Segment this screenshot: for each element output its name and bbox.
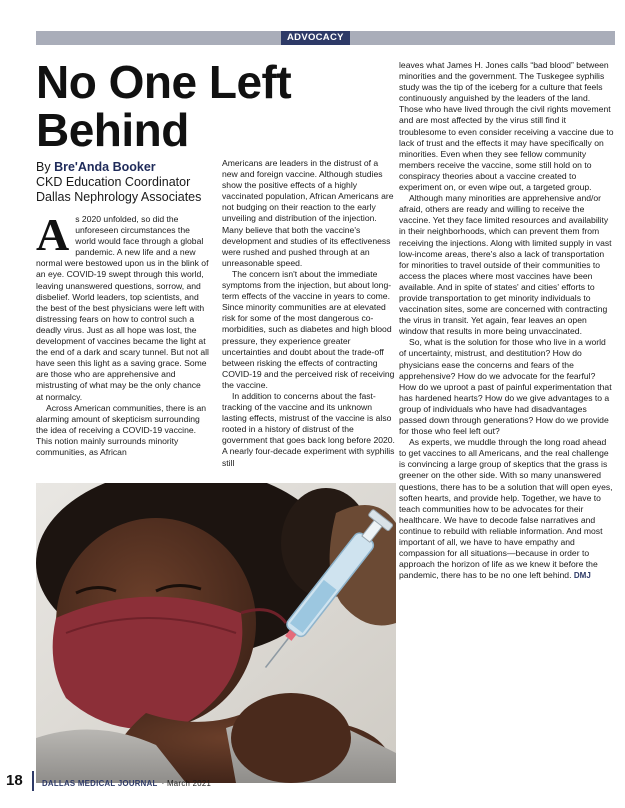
- paragraph: leaves what James H. Jones calls “bad blood” between minorities and the government. The Tuskegee syphilis study was the tip of the iceberg for a culture that feels continuously anguished by the leaders of the land. Those who have lived through the civil rights movement and are most affected by the virus still find it troublesome to even consider receiving a vaccine due to lack of trust and the effects it may have specifically on minorities. Even when they see fellow community members receive the vaccine, some still hold on to conspiracy theories about a vaccine created to experiment on, or even wipe out, a targeted group.: [399, 60, 614, 193]
- paragraph: Although many minorities are apprehensive and/or afraid, others are ready and willing to receive the vaccine. Yet they face limited resources and availability in their neighborhoods, which can prevent them from receiving the injections. Along with limited supply in vast low-income areas, there's also a lack of transportation for minorities to travel outside of their communities to access the places where most vaccines have been available. And in spite of states' and cities' efforts to provide transportation to get minority individuals to vaccination sites, some are concerned with contracting the virus in transit. Yet again, fear leaves an open window that results in more being unvaccinated.: [399, 193, 612, 337]
- vaccination-photo: [36, 483, 396, 783]
- paragraph: The concern isn't about the immediate symptoms from the injection, but about long-term effects of the vaccine in years to come. Since minority communities are at elevated risk for some of the most dangerous co-morbidities, such as diabetes and high blood pressure, they experience greater uncertainties and doubt about the trade-off between risking the effects of contracting COVID-19 and the perceived risk of receiving the vaccine.: [222, 268, 395, 390]
- paragraph: In addition to concerns about the fast-tracking of the vaccine and its unknown lasting effects, mistrust of the vaccine is also rooted in a history of distrust of the government that goes back long before 2020. A nearly four-decade experiment with syphilis still: [222, 390, 395, 468]
- paragraph: So, what is the solution for those who live in a world of uncertainty, mistrust, and destitution? How do physicians ease the concerns and fears of the apprehensive? How do we advocate for the fearful? How do we uproot a past of painful experimentation that has hardened hearts? How do we give advantages to a group of individuals who have had disadvantages passed down through generations? How do we provide for those who feel left out?: [399, 337, 612, 437]
- drop-cap: A: [36, 209, 70, 260]
- article-title: No One Left Behind: [36, 56, 292, 156]
- paragraph: s 2020 unfolded, so did the unforeseen circumstances the world would face through a global pandemic. A new life and a new normal were bestowed upon us in the blink of an eye. COVID-19 swept through this world, leaving unanswered questions, sorrow, and disbelief. World leaders, top scientists, and the best of the best physicians were left with distressing fears on how to control such a deadly virus. Just as all hope was lost, the development of vaccines became the light at the end of a dark and scary tunnel. But not all have seen this light as a saving grace. Some are those who are apprehensive and mistrusting of what may be the only chance at normalcy.: [36, 214, 209, 402]
- page-number: 18: [6, 772, 23, 789]
- vaccination-illustration: [36, 483, 396, 783]
- footer-divider: [32, 771, 34, 791]
- paragraph: Across American communities, there is an alarming amount of skepticism surrounding the idea of receiving a COVID-19 vaccine. This notion mainly surrounds minority communities, as African: [36, 402, 206, 457]
- article-column-3: [399, 60, 614, 581]
- upper-arm: [231, 693, 351, 783]
- author-role: CKD Education Coordinator: [36, 175, 191, 189]
- paragraph-text: As experts, we muddle through the long road ahead to get vaccines to all Americans, and the real challenge is convincing a large group of skeptics that the grass is greener on the other side. With so many unanswered questions, there has to be a solution that will open eyes, soften hearts, and provide help. Together, we have to teach communities how to be advocates for their healthcare. We have to decode false narratives and continue to rebuild with reliable information. And most important of all, we have to have empathy and compassion for all situations—because in order to approach the horizon of life as we knew it before the pandemic, there has to be no one left behind.: [399, 437, 613, 581]
- issue-date: · March 2021: [161, 779, 212, 788]
- footer-journal: [42, 779, 211, 788]
- byline-prefix: By: [36, 160, 55, 174]
- byline: [36, 160, 201, 205]
- author-name: Bre'Anda Booker: [54, 160, 156, 174]
- section-label: ADVOCACY: [281, 31, 350, 45]
- journal-name: DALLAS MEDICAL JOURNAL: [42, 779, 158, 788]
- article-column-2: [222, 158, 396, 469]
- end-mark: DMJ: [573, 571, 591, 581]
- article-column-1: [36, 209, 210, 458]
- paragraph: [399, 437, 614, 581]
- paragraph: Americans are leaders in the distrust of a new and foreign vaccine. Although studies show the positive effects of a highly vaccinated population, African Americans are not budging on their reaction to the early unveiling and distribution of the injection. Many believe that both the vaccine's development and studies of its effectiveness were rushed and pushed through at an unreasonable speed.: [222, 158, 394, 268]
- author-org: Dallas Nephrology Associates: [36, 190, 202, 204]
- issue-date-text: March 2021: [167, 779, 212, 788]
